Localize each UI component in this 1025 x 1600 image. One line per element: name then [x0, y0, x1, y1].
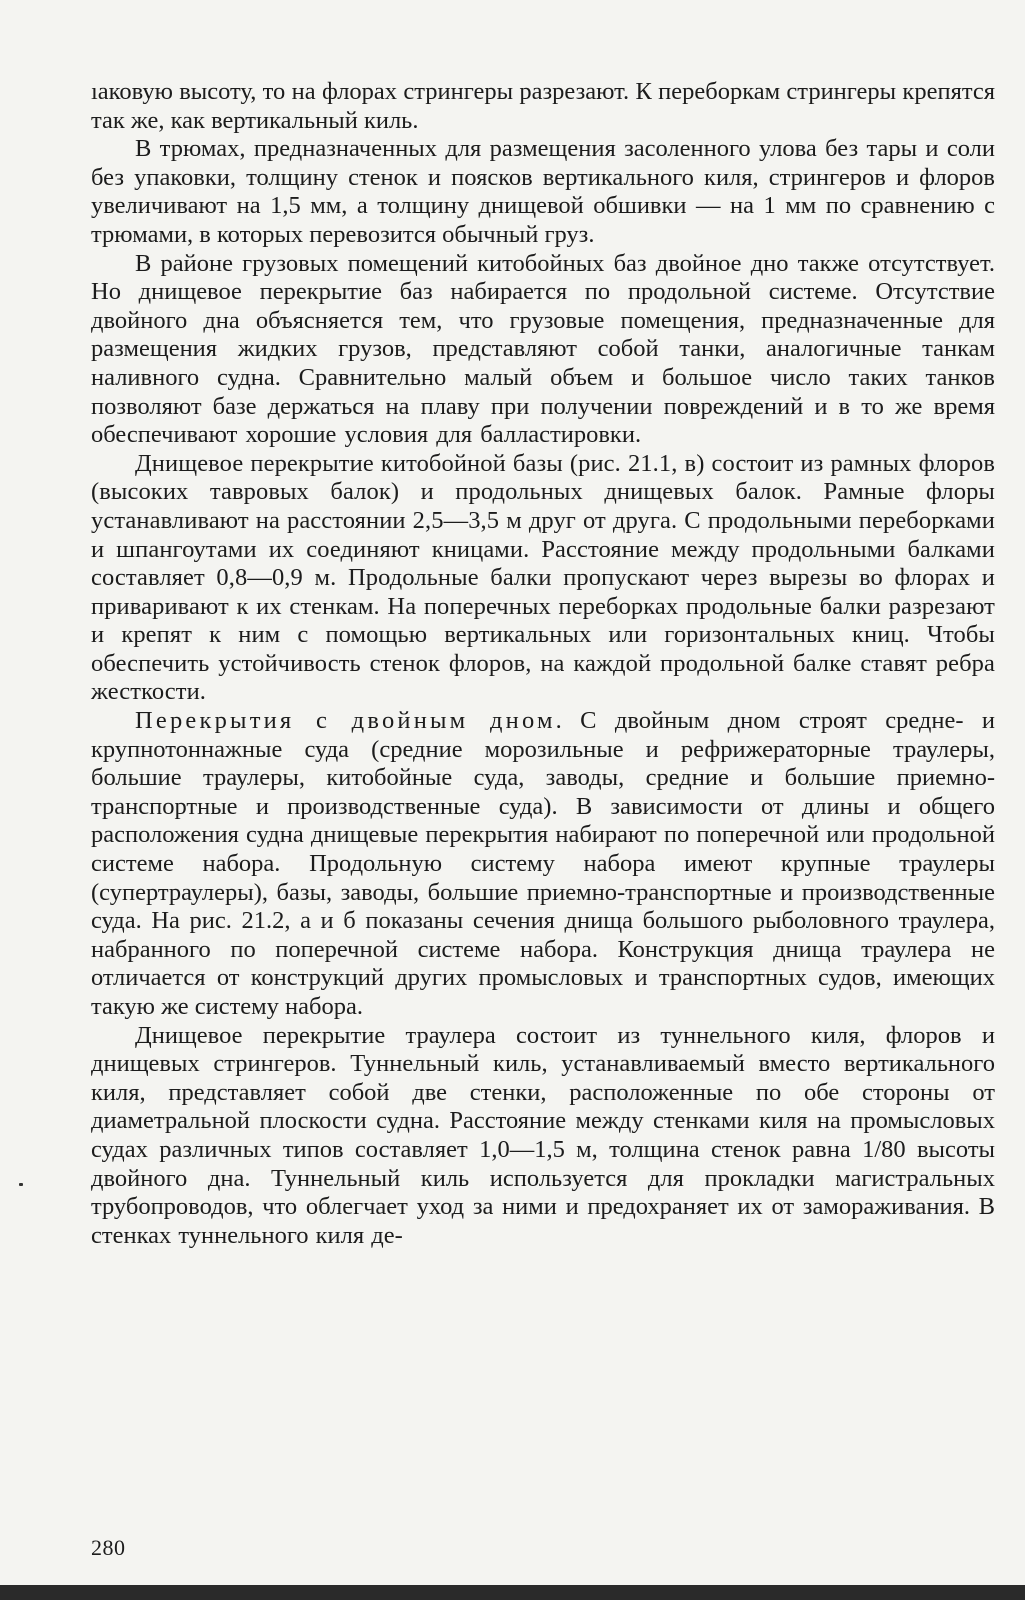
page-number: 280 — [91, 1535, 126, 1560]
page-body — [91, 78, 995, 1250]
scan-bottom-edge — [0, 1585, 1025, 1600]
scan-speck — [19, 1183, 23, 1186]
paragraph-6: Днищевое перекрытие траулера состоит из туннельного киля, флоров и днищевых стрингеров. Туннельный киль, устанавливаемый вместо вертикального киля, представляет собой две стенки, расположенные по обе стороны от диаметральной плоскости судна. Расстояние между стенками киля на промысловых судах различных типов составляет 1,0—1,5 м, толщина стенок равна 1/80 высоты двойного дна. Туннельный киль используется для прокладки магистральных трубопроводов, что облегчает уход за ними и предохраняет их от замораживания. В стенках туннельного киля де- — [91, 1021, 995, 1249]
paragraph-2: В трюмах, предназначенных для размещения засоленного улова без тары и соли без упаковки, толщину стенок и поясков вертикального киля, стрингеров и флоров увеличивают на 1,5 мм, а толщину днищевой обшивки — на 1 мм по сравнению с трюмами, в которых перевозится обычный груз. — [91, 135, 995, 248]
paragraph-3: В районе грузовых помещений китобойных баз двойное дно также отсутствует. Но днищевое перекрытие баз набирается по продольной системе. Отсутствие двойного дна объясняется тем, что грузовые помещения, предназначенные для размещения жидких грузов, представляют собой танки, аналогичные танкам наливного судна. Сравнительно малый объем и большое число таких танков позволяют базе держаться на плаву при получении повреждений и в то же время обеспечивают хорошие условия для балластировки. — [91, 249, 995, 449]
section-run-in-heading: Перекрытия с двойным дном — [135, 707, 556, 735]
paragraph-1: ıаковую высоту, то на флорах стрингеры разрезают. К переборкам стрингеры крепятся так же, как вертикальный киль. — [91, 78, 995, 134]
paragraph-5: Перекрытия с двойным дном. С двойным дном строят средне- и крупнотоннажные суда (средние морозильные и рефрижераторные траулеры, большие траулеры, китобойные суда, заводы, средние и большие приемно-транспортные и производственные суда). В зависимости от длины и общего расположения судна днищевые перекрытия набирают по поперечной или продольной системе набора. Продольную систему набора имеют крупные траулеры (супертраулеры), базы, заводы, большие приемно-транспортные и производственные суда. На рис. 21.2, а и б показаны сечения днища большого рыболовного траулера, набранного по поперечной системе набора. Конструкция днища траулера не отличается от конструкций других промысловых и транспортных судов, имеющих такую же систему набора. — [91, 707, 996, 1020]
paragraph-4: Днищевое перекрытие китобойной базы (рис. 21.1, в) состоит из рамных флоров (высоких тавровых балок) и продольных днищевых балок. Рамные флоры устанавливают на расстоянии 2,5—3,5 м друг от друга. С продольными переборками и шпангоутами их соединяют кницами. Расстояние между продольными балками составляет 0,8—0,9 м. Продольные балки пропускают через вырезы во флорах и приваривают к их стенкам. На поперечных переборках продольные балки разрезают и крепят к ним с помощью вертикальных или горизонтальных книц. Чтобы обеспечить устойчивость стенок флоров, на каждой продольной балке ставят ребра жесткости. — [91, 449, 995, 706]
